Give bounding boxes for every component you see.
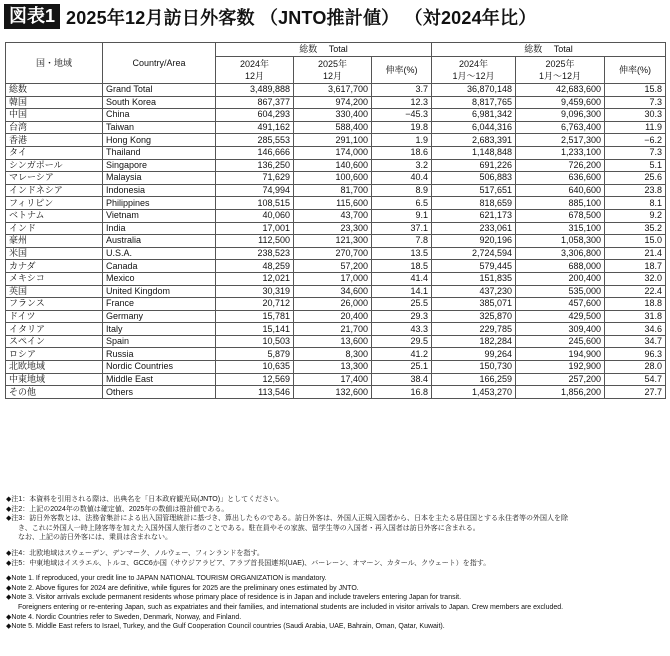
table-row (6, 197, 666, 210)
cell-y2024: 151,835 (432, 272, 516, 285)
table-row (6, 159, 666, 172)
cell-y2025: 6,763,400 (516, 121, 605, 134)
table-row (6, 146, 666, 159)
cell-en: France (103, 298, 216, 311)
cell-y2025: 42,683,600 (516, 84, 605, 97)
cell-en: Taiwan (103, 121, 216, 134)
cell-m2025: 3,617,700 (294, 84, 372, 97)
cell-m2025: 291,100 (294, 134, 372, 147)
cell-jp: 豪州 (6, 235, 103, 248)
cell-y2024: 229,785 (432, 323, 516, 336)
cell-yg: 32.0 (605, 272, 666, 285)
cell-en: Hong Kong (103, 134, 216, 147)
cell-m2024: 285,553 (216, 134, 294, 147)
col-header-m2025: 2025年 12月 (294, 57, 372, 84)
cell-en: Australia (103, 235, 216, 248)
cell-m2025: 23,300 (294, 222, 372, 235)
cell-m2024: 136,250 (216, 159, 294, 172)
cell-mg: 14.1 (372, 285, 432, 298)
table-row (6, 310, 666, 323)
cell-y2025: 315,100 (516, 222, 605, 235)
cell-en: Singapore (103, 159, 216, 172)
notes-en (6, 574, 666, 632)
table-row (6, 260, 666, 273)
group-header-ytd: 総数 Total (432, 43, 666, 57)
note-line: ◆注5：中東地域はイスラエル、トルコ、GCC6か国（サウジアラビア、アラブ首長国連邦(UAE)、バーレーン、オマーン、カタール、クウェート）を指す。 (6, 559, 491, 567)
cell-en: Indonesia (103, 184, 216, 197)
cell-m2025: 26,000 (294, 298, 372, 311)
table-row (6, 272, 666, 285)
table-row (6, 373, 666, 386)
figure-title: 2025年12月訪日外客数 （JNTO推計値） （対2024年比） (66, 7, 537, 28)
cell-mg: 1.9 (372, 134, 432, 147)
cell-jp: イタリア (6, 323, 103, 336)
cell-m2025: 121,300 (294, 235, 372, 248)
cell-mg: 18.5 (372, 260, 432, 273)
cell-mg: 38.4 (372, 373, 432, 386)
cell-yg: 8.1 (605, 197, 666, 210)
cell-y2024: 325,870 (432, 310, 516, 323)
cell-yg: 35.2 (605, 222, 666, 235)
cell-y2025: 200,400 (516, 272, 605, 285)
note-line: ◆注4：北欧地域はスウェーデン、デンマーク、ノルウェー、フィンランドを指す。 (6, 549, 264, 557)
cell-y2025: 3,306,800 (516, 247, 605, 260)
cell-mg: 25.5 (372, 298, 432, 311)
cell-mg: 18.6 (372, 146, 432, 159)
cell-en: Middle East (103, 373, 216, 386)
cell-jp: その他 (6, 386, 103, 399)
cell-jp: 台湾 (6, 121, 103, 134)
table-row (6, 209, 666, 222)
cell-y2025: 9,459,600 (516, 96, 605, 109)
table-row (6, 172, 666, 185)
cell-jp: 北欧地域 (6, 361, 103, 374)
cell-yg: 9.2 (605, 209, 666, 222)
col-header-region-en: Country/Area (103, 43, 216, 84)
table-row (6, 134, 666, 147)
cell-jp: 韓国 (6, 96, 103, 109)
cell-m2024: 12,569 (216, 373, 294, 386)
col-header-m2024: 2024年 12月 (216, 57, 294, 84)
cell-y2024: 385,071 (432, 298, 516, 311)
cell-y2025: 309,400 (516, 323, 605, 336)
cell-yg: 22.4 (605, 285, 666, 298)
note-line: き、これに外国人一時上陸客等を加えた入国外国人旅行者のことである。駐在員やその家族、留学生等の入国者・再入国者は訪日外客に含まれる。 (18, 524, 480, 532)
cell-y2024: 150,730 (432, 361, 516, 374)
cell-y2024: 99,264 (432, 348, 516, 361)
cell-y2025: 640,600 (516, 184, 605, 197)
cell-mg: 7.8 (372, 235, 432, 248)
cell-y2024: 2,724,594 (432, 247, 516, 260)
cell-mg: −45.3 (372, 109, 432, 122)
cell-mg: 19.8 (372, 121, 432, 134)
cell-m2025: 330,400 (294, 109, 372, 122)
cell-yg: 54.7 (605, 373, 666, 386)
cell-jp: 香港 (6, 134, 103, 147)
cell-m2024: 15,141 (216, 323, 294, 336)
cell-jp: 米国 (6, 247, 103, 260)
cell-yg: 18.8 (605, 298, 666, 311)
cell-en: Spain (103, 335, 216, 348)
cell-mg: 29.5 (372, 335, 432, 348)
cell-m2025: 270,700 (294, 247, 372, 260)
cell-en: United Kingdom (103, 285, 216, 298)
visitor-arrivals-table (5, 42, 666, 399)
cell-yg: 15.8 (605, 84, 666, 97)
cell-m2025: 57,200 (294, 260, 372, 273)
cell-m2024: 74,994 (216, 184, 294, 197)
cell-m2024: 3,489,888 (216, 84, 294, 97)
cell-en: Mexico (103, 272, 216, 285)
table-body (6, 84, 666, 399)
table-row (6, 285, 666, 298)
table-row (6, 235, 666, 248)
cell-jp: スペイン (6, 335, 103, 348)
cell-jp: シンガポール (6, 159, 103, 172)
table-row (6, 361, 666, 374)
cell-m2024: 5,879 (216, 348, 294, 361)
cell-en: Germany (103, 310, 216, 323)
cell-en: U.S.A. (103, 247, 216, 260)
cell-en: Others (103, 386, 216, 399)
cell-m2024: 238,523 (216, 247, 294, 260)
cell-mg: 9.1 (372, 209, 432, 222)
cell-en: Vietnam (103, 209, 216, 222)
table-row (6, 109, 666, 122)
cell-m2025: 174,000 (294, 146, 372, 159)
cell-yg: 96.3 (605, 348, 666, 361)
note-line: ◆注3：訪日外客数とは、法務省集計による出入国管理統計に基づき、算出したものである。訪日外客は、外国人正規入国者から、日本を主たる居住国とする永住者等の外国人を除 (6, 515, 568, 523)
cell-en: Malaysia (103, 172, 216, 185)
table-row (6, 184, 666, 197)
cell-mg: 43.3 (372, 323, 432, 336)
cell-m2024: 867,377 (216, 96, 294, 109)
cell-mg: 3.7 (372, 84, 432, 97)
table-row (6, 247, 666, 260)
cell-m2024: 17,001 (216, 222, 294, 235)
cell-en: Grand Total (103, 84, 216, 97)
cell-jp: ベトナム (6, 209, 103, 222)
note-line: ◆注2：上記の2024年の数値は確定値、2025年の数値は推計値である。 (6, 505, 229, 513)
cell-y2024: 166,259 (432, 373, 516, 386)
cell-mg: 41.4 (372, 272, 432, 285)
cell-m2025: 21,700 (294, 323, 372, 336)
cell-y2025: 192,900 (516, 361, 605, 374)
note-line: ◆Note 3. Visitor arrivals exclude permanent residents whose primary place of residence is in Japan and include travelers entering Japan for transit. (6, 594, 462, 602)
cell-y2024: 36,870,148 (432, 84, 516, 97)
cell-yg: 11.9 (605, 121, 666, 134)
cell-y2024: 506,883 (432, 172, 516, 185)
col-header-mgrowth: 伸率(%) (372, 57, 432, 84)
cell-jp: フランス (6, 298, 103, 311)
cell-m2024: 113,546 (216, 386, 294, 399)
cell-yg: 7.3 (605, 146, 666, 159)
note-line: ◆Note 4. Nordic Countries refer to Sweden, Denmark, Norway, and Finland. (6, 613, 242, 621)
cell-mg: 12.3 (372, 96, 432, 109)
cell-y2025: 457,600 (516, 298, 605, 311)
figure-tag: 図表1 (4, 4, 60, 29)
cell-jp: カナダ (6, 260, 103, 273)
cell-mg: 37.1 (372, 222, 432, 235)
cell-mg: 41.2 (372, 348, 432, 361)
cell-m2025: 13,300 (294, 361, 372, 374)
note-line: ◆注1：本資料を引用される際は、出典名を「日本政府観光局(JNTO)」としてください。 (6, 496, 284, 503)
cell-y2025: 535,000 (516, 285, 605, 298)
cell-m2024: 10,503 (216, 335, 294, 348)
col-header-region-jp: 国・地域 (6, 43, 103, 84)
cell-en: Russia (103, 348, 216, 361)
cell-en: India (103, 222, 216, 235)
cell-jp: 中東地域 (6, 373, 103, 386)
cell-y2024: 437,230 (432, 285, 516, 298)
cell-m2024: 15,781 (216, 310, 294, 323)
cell-y2024: 8,817,765 (432, 96, 516, 109)
cell-m2024: 71,629 (216, 172, 294, 185)
cell-jp: ロシア (6, 348, 103, 361)
cell-jp: マレーシア (6, 172, 103, 185)
table-row (6, 222, 666, 235)
cell-yg: 7.3 (605, 96, 666, 109)
cell-en: South Korea (103, 96, 216, 109)
note-line: ◆Note 2. Above figures for 2024 are definitive, while figures for 2025 are the preliminary ones estimated by JNTO. (6, 584, 359, 592)
cell-y2025: 194,900 (516, 348, 605, 361)
cell-y2024: 818,659 (432, 197, 516, 210)
cell-y2025: 429,500 (516, 310, 605, 323)
cell-y2025: 257,200 (516, 373, 605, 386)
cell-y2025: 1,058,300 (516, 235, 605, 248)
note-line: なお、上記の訪日外客には、乗員は含まれない。 (18, 534, 172, 542)
cell-m2025: 43,700 (294, 209, 372, 222)
cell-en: China (103, 109, 216, 122)
cell-y2024: 691,226 (432, 159, 516, 172)
table-row (6, 348, 666, 361)
cell-en: Canada (103, 260, 216, 273)
cell-mg: 3.2 (372, 159, 432, 172)
cell-m2024: 30,319 (216, 285, 294, 298)
figure-header (4, 3, 666, 30)
cell-m2025: 115,600 (294, 197, 372, 210)
cell-m2024: 48,259 (216, 260, 294, 273)
cell-jp: インドネシア (6, 184, 103, 197)
cell-mg: 13.5 (372, 247, 432, 260)
cell-jp: 総数 (6, 84, 103, 97)
cell-jp: メキシコ (6, 272, 103, 285)
cell-y2024: 233,061 (432, 222, 516, 235)
cell-m2025: 17,000 (294, 272, 372, 285)
cell-y2025: 245,600 (516, 335, 605, 348)
cell-m2024: 604,293 (216, 109, 294, 122)
cell-mg: 29.3 (372, 310, 432, 323)
cell-jp: フィリピン (6, 197, 103, 210)
cell-m2025: 132,600 (294, 386, 372, 399)
cell-y2024: 517,651 (432, 184, 516, 197)
cell-yg: 27.7 (605, 386, 666, 399)
cell-mg: 6.5 (372, 197, 432, 210)
cell-mg: 8.9 (372, 184, 432, 197)
note-line: ◆Note 5. Middle East refers to Israel, Turkey, and the Gulf Cooperation Council countries (Saudi Arabia, UAE, Bahrain, Oman, Qatar, Kuwait). (6, 623, 445, 631)
cell-mg: 25.1 (372, 361, 432, 374)
cell-jp: 英国 (6, 285, 103, 298)
cell-yg: 34.7 (605, 335, 666, 348)
cell-y2024: 182,284 (432, 335, 516, 348)
cell-y2025: 885,100 (516, 197, 605, 210)
cell-en: Italy (103, 323, 216, 336)
table-row (6, 386, 666, 399)
cell-yg: 18.7 (605, 260, 666, 273)
cell-yg: 21.4 (605, 247, 666, 260)
cell-m2025: 20,400 (294, 310, 372, 323)
cell-y2024: 621,173 (432, 209, 516, 222)
cell-y2024: 1,453,270 (432, 386, 516, 399)
cell-en: Nordic Countries (103, 361, 216, 374)
cell-y2024: 1,148,848 (432, 146, 516, 159)
cell-en: Philippines (103, 197, 216, 210)
table-row (6, 96, 666, 109)
cell-y2025: 688,000 (516, 260, 605, 273)
cell-m2025: 588,400 (294, 121, 372, 134)
group-header-month: 総数 Total (216, 43, 432, 57)
cell-m2025: 100,600 (294, 172, 372, 185)
cell-yg: 5.1 (605, 159, 666, 172)
notes-jp (6, 495, 666, 543)
cell-y2025: 636,600 (516, 172, 605, 185)
cell-yg: −6.2 (605, 134, 666, 147)
note-line: Foreigners entering or re-entering Japan, such as expatriates and their families, and international students are included in visitor arrivals to Japan. Crew members are excluded. (18, 603, 564, 611)
cell-jp: インド (6, 222, 103, 235)
table-row (6, 84, 666, 97)
cell-y2025: 9,096,300 (516, 109, 605, 122)
cell-m2025: 81,700 (294, 184, 372, 197)
cell-y2025: 2,517,300 (516, 134, 605, 147)
cell-m2025: 974,200 (294, 96, 372, 109)
cell-jp: 中国 (6, 109, 103, 122)
cell-yg: 25.6 (605, 172, 666, 185)
cell-y2024: 579,445 (432, 260, 516, 273)
cell-yg: 30.3 (605, 109, 666, 122)
cell-m2024: 40,060 (216, 209, 294, 222)
cell-y2024: 2,683,391 (432, 134, 516, 147)
cell-m2024: 10,635 (216, 361, 294, 374)
cell-m2025: 8,300 (294, 348, 372, 361)
table-row (6, 298, 666, 311)
cell-en: Thailand (103, 146, 216, 159)
cell-y2025: 1,233,100 (516, 146, 605, 159)
cell-yg: 31.8 (605, 310, 666, 323)
cell-m2025: 13,600 (294, 335, 372, 348)
col-header-y2025: 2025年 1月～12月 (516, 57, 605, 84)
cell-yg: 15.0 (605, 235, 666, 248)
cell-mg: 40.4 (372, 172, 432, 185)
cell-m2025: 34,600 (294, 285, 372, 298)
cell-yg: 28.0 (605, 361, 666, 374)
cell-m2024: 146,666 (216, 146, 294, 159)
table-row (6, 121, 666, 134)
cell-y2024: 6,981,342 (432, 109, 516, 122)
notes-jp-extra (6, 549, 666, 568)
cell-m2024: 112,500 (216, 235, 294, 248)
cell-jp: ドイツ (6, 310, 103, 323)
cell-yg: 34.6 (605, 323, 666, 336)
cell-m2024: 12,021 (216, 272, 294, 285)
cell-y2024: 6,044,316 (432, 121, 516, 134)
cell-m2024: 108,515 (216, 197, 294, 210)
cell-m2025: 17,400 (294, 373, 372, 386)
col-header-y2024: 2024年 1月～12月 (432, 57, 516, 84)
cell-y2025: 726,200 (516, 159, 605, 172)
table-row (6, 335, 666, 348)
table-row (6, 323, 666, 336)
cell-jp: タイ (6, 146, 103, 159)
cell-m2024: 20,712 (216, 298, 294, 311)
cell-m2025: 140,600 (294, 159, 372, 172)
cell-y2024: 920,196 (432, 235, 516, 248)
cell-yg: 23.8 (605, 184, 666, 197)
cell-mg: 16.8 (372, 386, 432, 399)
note-line: ◆Note 1. If reproduced, your credit line to JAPAN NATIONAL TOURISM ORGANIZATION is mandatory. (6, 575, 327, 583)
cell-y2025: 1,856,200 (516, 386, 605, 399)
cell-y2025: 678,500 (516, 209, 605, 222)
cell-m2024: 491,162 (216, 121, 294, 134)
notes-section (6, 495, 666, 632)
col-header-ygrowth: 伸率(%) (605, 57, 666, 84)
